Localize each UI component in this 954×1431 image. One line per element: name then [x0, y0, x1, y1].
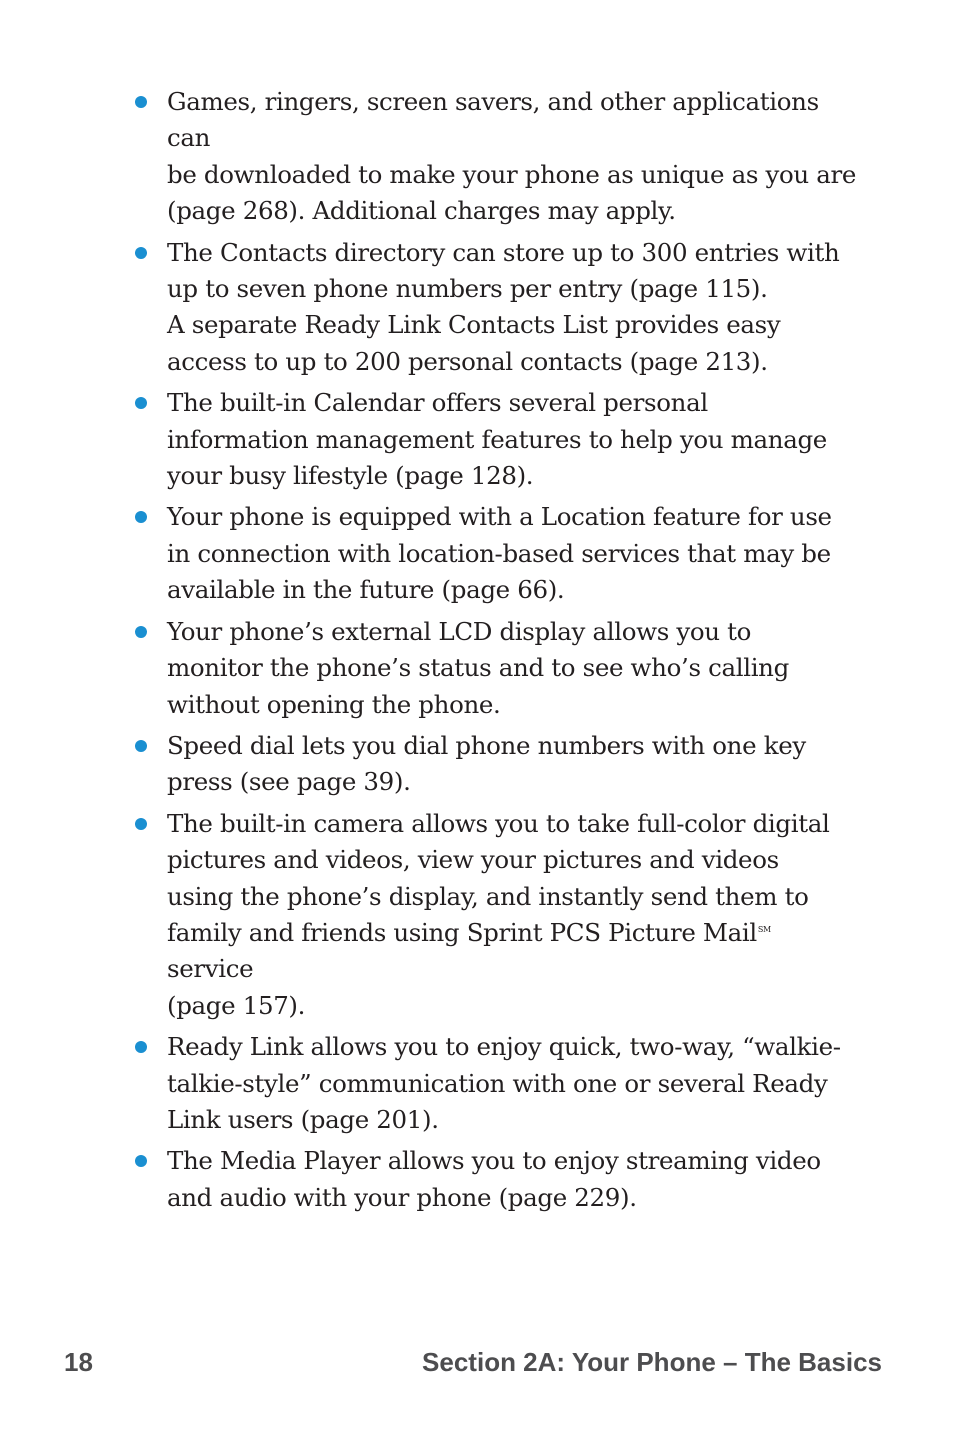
list-item: [0, 728, 954, 801]
page-number: 18: [64, 1347, 93, 1377]
list-item: [0, 614, 954, 723]
bullet-text: Your phone’s external LCD display allows you to monitor the phone’s status and to see who’s calling without opening the phone.: [167, 616, 789, 719]
section-title: Section 2A: Your Phone – The Basics: [422, 1347, 882, 1377]
bullet-text: The Contacts directory can store up to 300 entries with up to seven phone numbers per entry (page 115). A separate Ready Link Contacts List provides easy access to up to 200 personal contacts (page 213).: [167, 237, 840, 376]
service-mark: SM: [757, 924, 771, 934]
bullet-text: Speed dial lets you dial phone numbers with one key press (see page 39).: [167, 730, 806, 797]
bullet-dot-icon: [135, 511, 147, 523]
bullet-dot-icon: [135, 740, 147, 752]
bullet-dot-icon: [135, 96, 147, 108]
list-item: [0, 84, 954, 230]
list-item: [0, 235, 954, 381]
page-footer: [0, 1347, 954, 1383]
list-item: [0, 806, 954, 1024]
list-item: [0, 385, 954, 494]
list-item: [0, 1143, 954, 1216]
bullet-text: Ready Link allows you to enjoy quick, two-way, “walkie- talkie-style” communication with one or several Ready Link users (page 201).: [167, 1032, 841, 1134]
bullet-text: The Media Player allows you to enjoy streaming video and audio with your phone (page 229).: [167, 1146, 821, 1212]
bullet-dot-icon: [135, 247, 147, 259]
feature-bullet-list: [0, 84, 954, 1221]
list-item: [0, 1029, 954, 1138]
bullet-dot-icon: [135, 1155, 147, 1167]
bullet-text: Your phone is equipped with a Location feature for use in connection with location-based services that may be available in the future (page 66).: [167, 502, 832, 605]
bullet-text: [167, 806, 862, 1024]
bullet-text: Games, ringers, screen savers, and other applications can be downloaded to make your phone as unique as you are (page 268). Additional charges may apply.: [167, 87, 857, 226]
bullet-text-part: service (page 157).: [167, 954, 306, 1020]
list-item: [0, 499, 954, 608]
bullet-text: The built-in Calendar offers several personal information management features to help you manage your busy lifestyle (page 128).: [167, 388, 827, 491]
bullet-dot-icon: [135, 1041, 147, 1053]
bullet-text-part: The built-in camera allows you to take full-color digital pictures and videos, view your pictures and videos using the phone’s display, and instantly send them to family and friends using Sprint PCS Picture Mail: [167, 808, 830, 947]
bullet-dot-icon: [135, 397, 147, 409]
bullet-dot-icon: [135, 818, 147, 830]
bullet-dot-icon: [135, 626, 147, 638]
